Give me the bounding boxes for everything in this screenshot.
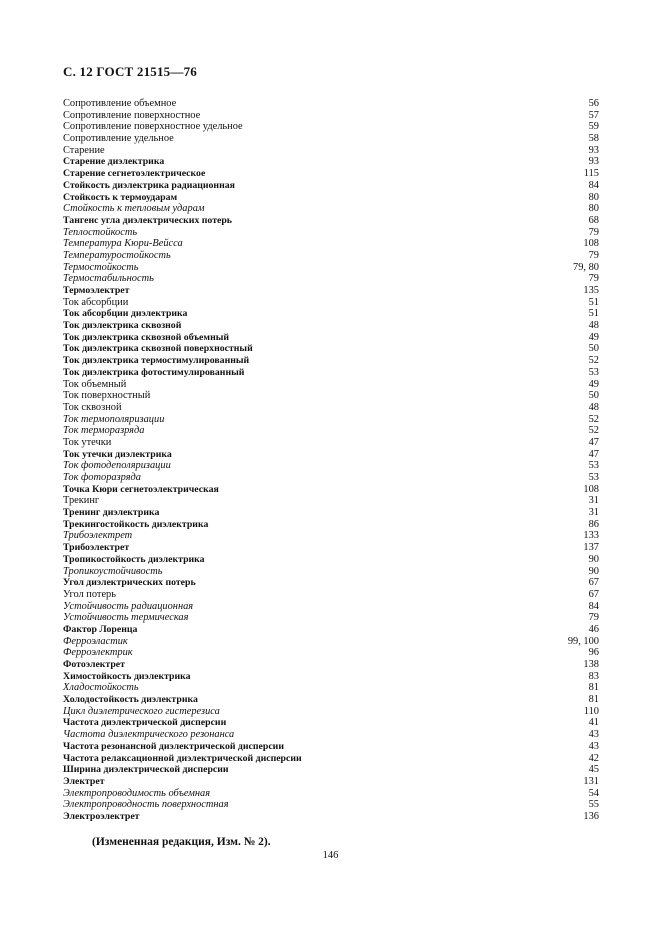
index-page-ref: 52: [588, 355, 599, 367]
index-term: Стойкость диэлектрика радиационная: [63, 179, 235, 191]
index-entry: [63, 110, 599, 122]
index-page-ref: 49: [588, 378, 599, 390]
index-entry: [63, 554, 599, 566]
index-entry: [63, 753, 599, 765]
index-page-ref: 57: [588, 109, 599, 121]
index-term: Стойкость к термоударам: [63, 191, 178, 203]
index-page-ref: 47: [588, 436, 599, 448]
index-term: Фактор Лоренца: [63, 623, 138, 635]
index-entry: [63, 577, 599, 589]
page-number: 146: [322, 850, 339, 861]
index-entry: [63, 215, 599, 227]
index-page-ref: 79, 80: [573, 261, 599, 273]
index-page-ref: 42: [588, 752, 599, 764]
index-page-ref: 137: [583, 542, 599, 554]
index-page-ref: 51: [588, 296, 599, 308]
index-term: Устойчивость радиационная: [63, 600, 194, 612]
index-term: Тропикоустойчивость: [63, 565, 163, 577]
index-page-ref: 54: [588, 787, 599, 799]
index-term: Электрет: [63, 775, 105, 787]
index-term: Ток объемный: [63, 378, 127, 390]
index-term: Ток утечки: [63, 436, 112, 448]
index-page-ref: 41: [588, 717, 599, 729]
index-page-ref: 68: [588, 214, 599, 226]
index-entry: [63, 507, 599, 519]
index-entry: [63, 437, 599, 449]
index-page-ref: 80: [588, 203, 599, 215]
index-page-ref: 79: [588, 249, 599, 261]
index-term: Сопротивление объемное: [63, 98, 177, 109]
index-page-ref: 56: [588, 98, 599, 109]
index-page-ref: 46: [588, 623, 599, 635]
index-page-ref: 81: [588, 682, 599, 694]
index-term: Ток утечки диэлектрика: [63, 448, 172, 460]
index-page-ref: 108: [583, 483, 599, 495]
index-page-ref: 79: [588, 612, 599, 624]
index-term: Хладостойкость: [63, 682, 139, 694]
index-term: Трибоэлектрет: [63, 530, 133, 542]
index-term: Электропроводимость объемная: [63, 787, 211, 799]
index-page-ref: 48: [588, 320, 599, 332]
index-term: Термостойкость: [63, 261, 139, 273]
index-term: Ток диэлектрика сквозной: [63, 320, 182, 332]
index-page-ref: 135: [583, 285, 599, 296]
index-entry: [63, 145, 599, 157]
index-page-ref: 53: [588, 472, 599, 483]
page-header: С. 12 ГОСТ 21515—76: [63, 64, 197, 79]
index-entry: [63, 671, 599, 683]
index-entry: [63, 425, 599, 437]
index-term: Угол диэлектрических потерь: [63, 577, 196, 589]
index-term: Ферроэлектрик: [63, 647, 133, 659]
index-term: Ферроэластик: [63, 635, 128, 647]
index-term: Ток поверхностный: [63, 390, 151, 402]
index-page-ref: 67: [588, 588, 599, 600]
index-page-ref: 43: [588, 729, 599, 741]
index-entry: [63, 601, 599, 613]
index-term: Частота резонансной диэлектрической дисперсии: [63, 740, 284, 752]
index-entry: [63, 192, 599, 204]
index-page-ref: 45: [588, 764, 599, 776]
index-entry: [63, 472, 599, 484]
index-entry: [63, 495, 599, 507]
index-page-ref: 83: [588, 670, 599, 682]
index-page-ref: 131: [583, 775, 599, 787]
index-page-ref: 53: [588, 366, 599, 378]
index-term: Ток абсорбции: [63, 296, 129, 308]
index-term: Электроэлектрет: [63, 810, 140, 822]
index-term: Старение диэлектрика: [63, 156, 165, 168]
index-entry: [63, 121, 599, 133]
index-term: Ток термополяризации: [63, 413, 165, 425]
index-entry: [63, 273, 599, 285]
index-entry: [63, 776, 599, 788]
index-page-ref: 67: [588, 577, 599, 589]
index-term: Частота диэлектрической дисперсии: [63, 717, 227, 729]
index-entry: [63, 203, 599, 215]
index-entry: [63, 308, 599, 320]
index-page-ref: 79: [588, 273, 599, 285]
index-entry: [63, 729, 599, 741]
index-entry: [63, 659, 599, 671]
index-entry: [63, 168, 599, 180]
index-entry: [63, 250, 599, 262]
index-entry: [63, 694, 599, 706]
index-term: Электропроводность поверхностная: [63, 799, 229, 811]
index-entry: [63, 788, 599, 800]
index-term: Холодостойкость диэлектрика: [63, 694, 198, 706]
index-page-ref: 81: [588, 694, 599, 706]
index-page-ref: 47: [588, 448, 599, 460]
index-entry: [63, 811, 599, 823]
index-entry: [63, 624, 599, 636]
index-entry: [63, 612, 599, 624]
index-entry: [63, 566, 599, 578]
index-term: Тангенс угла диэлектрических потерь: [63, 214, 232, 226]
index-page-ref: 52: [588, 425, 599, 437]
index-page-ref: 96: [588, 647, 599, 659]
index-term: Ток сквозной: [63, 401, 122, 413]
index-term: Цикл диэлетрического гистерезиса: [63, 705, 220, 717]
index-page-ref: 93: [588, 144, 599, 156]
index-term: Ток терморазряда: [63, 425, 145, 437]
index-entry: [63, 98, 599, 110]
index-page-ref: 31: [588, 507, 599, 519]
index-entry: [63, 332, 599, 344]
index-entry: [63, 390, 599, 402]
index-entry: [63, 238, 599, 250]
index-term: Угол потерь: [63, 588, 116, 600]
index-entry: [63, 367, 599, 379]
index-term: Сопротивление удельное: [63, 133, 174, 145]
index-term: Тренинг диэлектрика: [63, 507, 160, 519]
index-term: Ток фоторазряда: [63, 472, 141, 483]
index-entry: [63, 542, 599, 554]
index-page-ref: 115: [583, 168, 599, 180]
index-page-ref: 31: [588, 495, 599, 507]
index-term: Термостабильность: [63, 273, 154, 285]
index-term: Трекингостойкость диэлектрика: [63, 518, 209, 530]
index-page-ref: 86: [588, 518, 599, 530]
index-term: Трекинг: [63, 495, 100, 507]
index-page-ref: 50: [588, 390, 599, 402]
index-term: Ток диэлектрика сквозной поверхностный: [63, 343, 253, 355]
index-term: Химостойкость диэлектрика: [63, 670, 191, 682]
index-term: Ток диэлектрика фотостимулированный: [63, 366, 245, 378]
index-term: Сопротивление поверхностное: [63, 109, 201, 121]
index-entry: [63, 799, 599, 811]
index-term: Частота диэлектрического резонанса: [63, 729, 235, 741]
index-page-ref: 59: [588, 121, 599, 133]
index-entry: [63, 402, 599, 414]
index-term: Ток диэлектрика сквозной объемный: [63, 331, 230, 343]
index-page-ref: 84: [588, 600, 599, 612]
index-page-ref: 48: [588, 401, 599, 413]
index-entry: [63, 636, 599, 648]
index-entry: [63, 460, 599, 472]
index-entry: [63, 320, 599, 332]
index-entry: [63, 530, 599, 542]
index-entry: [63, 519, 599, 531]
index-entry: [63, 285, 599, 297]
index-term: Старение: [63, 144, 105, 156]
index-term: Ток фотодеполяризации: [63, 460, 171, 472]
index-entry: [63, 156, 599, 168]
index-page-ref: 136: [583, 810, 599, 822]
index-page-ref: 99, 100: [567, 635, 599, 647]
index-term: Устойчивость термическая: [63, 612, 189, 624]
index-entry: [63, 717, 599, 729]
index-term: Частота релаксационной диэлектрической дисперсии: [63, 752, 302, 764]
index-entry: [63, 297, 599, 309]
index-page-ref: 50: [588, 343, 599, 355]
index-term: Точка Кюри сегнетоэлектрическая: [63, 483, 219, 495]
index-term: Ток диэлектрика термостимулированный: [63, 355, 250, 367]
index-page-ref: 133: [583, 530, 599, 542]
index-entry: [63, 379, 599, 391]
term-index-list: [63, 98, 599, 823]
index-page-ref: 84: [588, 179, 599, 191]
index-term: Фотоэлектрет: [63, 659, 125, 670]
index-entry: [63, 227, 599, 239]
index-term: Стойкость к тепловым ударам: [63, 203, 205, 215]
index-page-ref: 110: [583, 705, 599, 717]
index-page-ref: 55: [588, 799, 599, 811]
index-entry: [63, 764, 599, 776]
index-term: Сопротивление поверхностное удельное: [63, 121, 243, 133]
index-term: Тропикостойкость диэлектрика: [63, 553, 205, 565]
index-term: Старение сегнетоэлектрическое: [63, 168, 206, 180]
index-term: Температуростойкость: [63, 249, 171, 261]
index-entry: [63, 647, 599, 659]
index-page-ref: 79: [588, 226, 599, 238]
index-entry: [63, 449, 599, 461]
index-term: Термоэлектрет: [63, 285, 130, 296]
index-page-ref: 90: [588, 565, 599, 577]
index-term: Температура Кюри-Вейсса: [63, 238, 183, 250]
index-page-ref: 80: [588, 191, 599, 203]
index-term: Ширина диэлектрической дисперсии: [63, 764, 229, 776]
index-page-ref: 49: [588, 331, 599, 343]
index-term: Теплостойкость: [63, 226, 138, 238]
index-page-ref: 138: [583, 659, 599, 670]
revision-note: (Измененная редакция, Изм. № 2).: [92, 836, 271, 848]
index-page-ref: 53: [588, 460, 599, 472]
index-page-ref: 51: [588, 308, 599, 320]
index-page-ref: 43: [588, 740, 599, 752]
index-entry: [63, 355, 599, 367]
index-page-ref: 90: [588, 553, 599, 565]
index-entry: [63, 741, 599, 753]
index-page-ref: 52: [588, 413, 599, 425]
index-entry: [63, 706, 599, 718]
index-page-ref: 108: [583, 238, 599, 250]
index-term: Ток абсорбции диэлектрика: [63, 308, 188, 320]
index-page-ref: 93: [588, 156, 599, 168]
index-entry: [63, 589, 599, 601]
index-page-ref: 58: [588, 133, 599, 145]
index-entry: [63, 180, 599, 192]
index-entry: [63, 682, 599, 694]
index-entry: [63, 484, 599, 496]
index-term: Трибоэлектрет: [63, 542, 130, 554]
index-entry: [63, 262, 599, 274]
index-entry: [63, 343, 599, 355]
index-entry: [63, 133, 599, 145]
index-entry: [63, 414, 599, 426]
